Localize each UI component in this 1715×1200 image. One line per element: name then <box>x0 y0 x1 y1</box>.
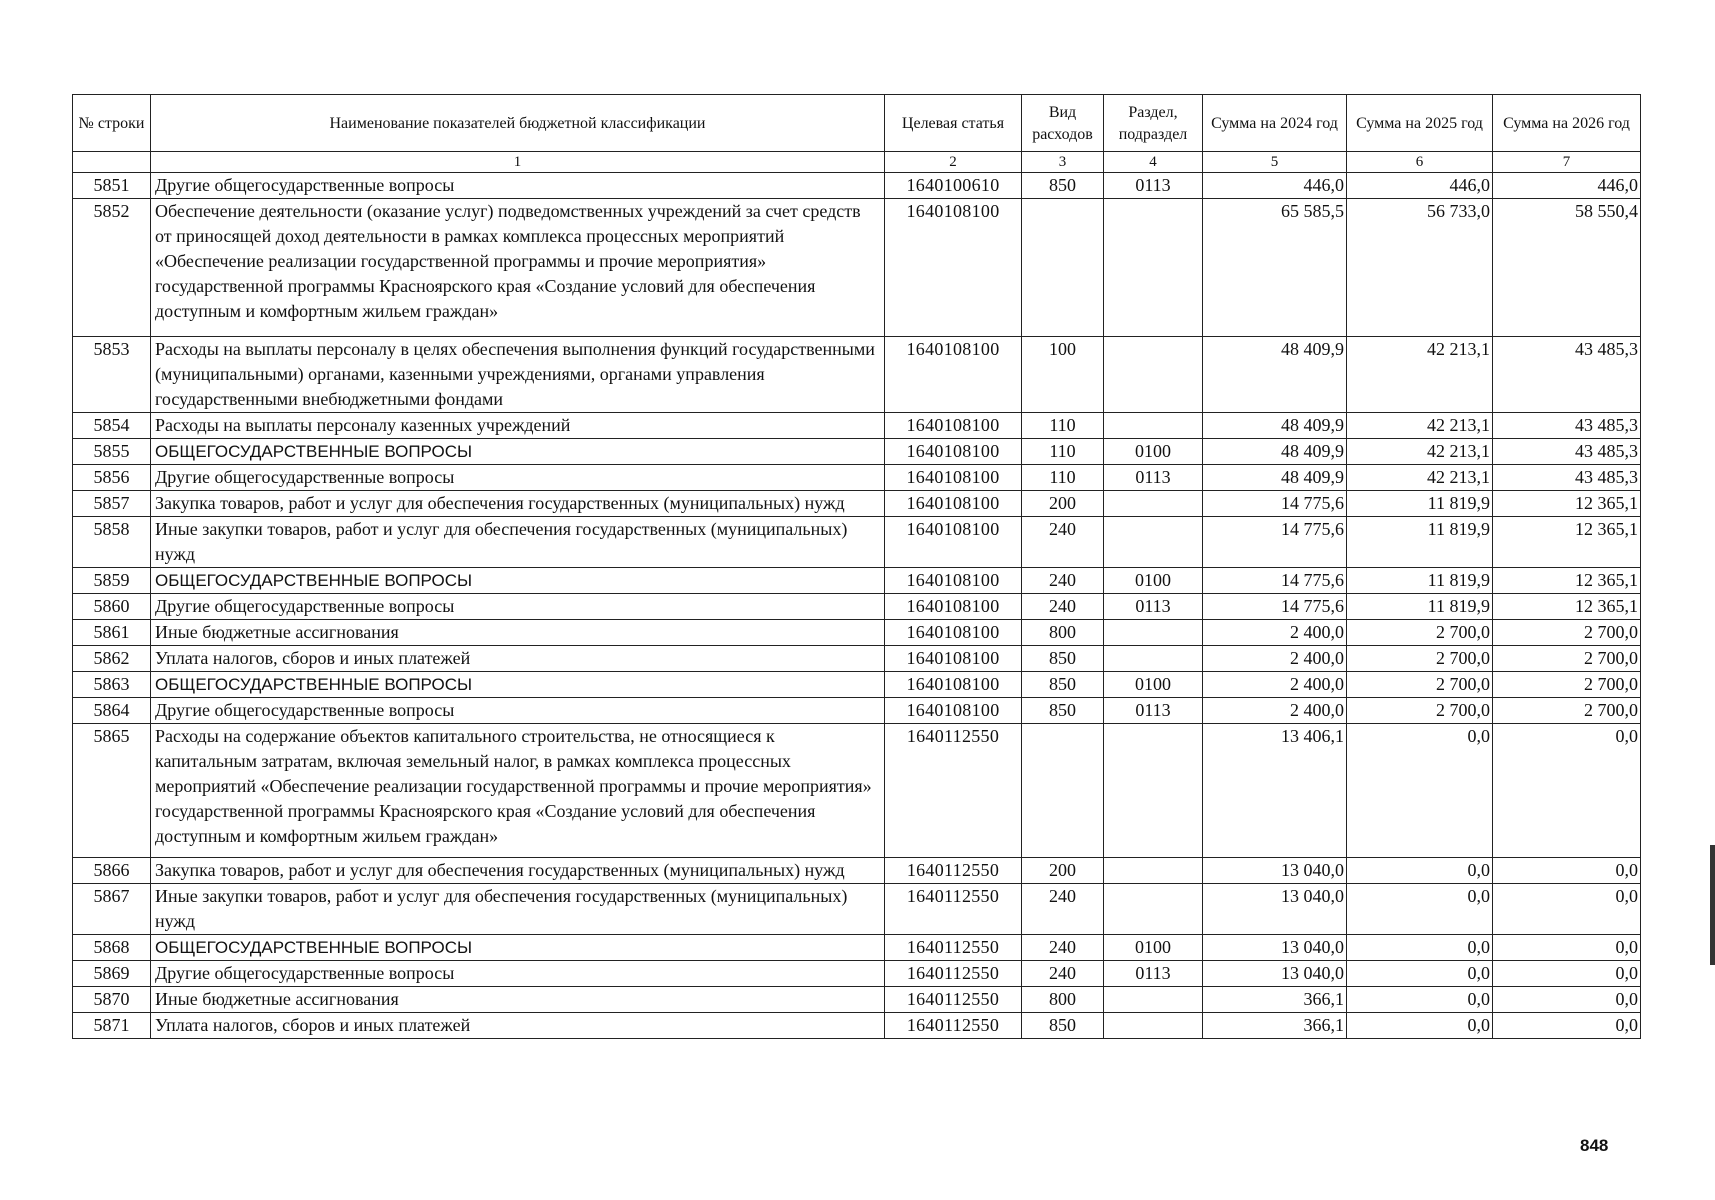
header-row-no: № строки <box>73 95 151 152</box>
row-sum-2026: 0,0 <box>1493 935 1641 961</box>
row-sum-2025: 42 213,1 <box>1347 413 1493 439</box>
row-target-code: 1640108100 <box>885 568 1022 594</box>
row-sum-2025: 11 819,9 <box>1347 594 1493 620</box>
row-razdel <box>1104 858 1203 884</box>
column-number: 4 <box>1104 152 1203 173</box>
row-name: Другие общегосударственные вопросы <box>151 173 885 199</box>
table-row <box>73 337 1641 413</box>
page-number: 848 <box>1580 1136 1609 1155</box>
row-number: 5871 <box>73 1013 151 1039</box>
row-razdel <box>1104 1013 1203 1039</box>
row-sum-2026: 2 700,0 <box>1493 646 1641 672</box>
row-target-code: 1640108100 <box>885 646 1022 672</box>
row-target-code: 1640108100 <box>885 413 1022 439</box>
row-razdel: 0113 <box>1104 465 1203 491</box>
row-sum-2024: 48 409,9 <box>1203 439 1347 465</box>
row-number: 5857 <box>73 491 151 517</box>
row-number: 5859 <box>73 568 151 594</box>
row-sum-2026: 12 365,1 <box>1493 594 1641 620</box>
row-target-code: 1640108100 <box>885 199 1022 337</box>
row-sum-2024: 13 406,1 <box>1203 724 1347 858</box>
row-razdel <box>1104 884 1203 935</box>
row-sum-2026: 12 365,1 <box>1493 568 1641 594</box>
row-sum-2026: 43 485,3 <box>1493 465 1641 491</box>
row-sum-2026: 0,0 <box>1493 1013 1641 1039</box>
row-sum-2024: 14 775,6 <box>1203 594 1347 620</box>
row-sum-2024: 14 775,6 <box>1203 517 1347 568</box>
row-vid: 240 <box>1022 594 1104 620</box>
table-row <box>73 620 1641 646</box>
row-sum-2025: 0,0 <box>1347 935 1493 961</box>
row-number: 5853 <box>73 337 151 413</box>
row-target-code: 1640112550 <box>885 858 1022 884</box>
row-vid: 240 <box>1022 517 1104 568</box>
row-target-code: 1640100610 <box>885 173 1022 199</box>
row-name: Расходы на содержание объектов капитального строительства, не относящиеся к капитальным затратам, включая земельный налог, в рамках комплекса процессных мероприятий «Обеспечение реализации государственной программы и прочие мероприятия» государственной программы Красноярского края «Создание условий для обеспечения доступным и комфортным жильем граждан» <box>151 724 885 858</box>
row-sum-2024: 2 400,0 <box>1203 646 1347 672</box>
row-vid: 850 <box>1022 1013 1104 1039</box>
header-sum-2024: Сумма на 2024 год <box>1203 95 1347 152</box>
row-name: Закупка товаров, работ и услуг для обеспечения государственных (муниципальных) нужд <box>151 491 885 517</box>
row-sum-2025: 0,0 <box>1347 1013 1493 1039</box>
row-name: Уплата налогов, сборов и иных платежей <box>151 1013 885 1039</box>
row-razdel <box>1104 199 1203 337</box>
table-row <box>73 646 1641 672</box>
row-sum-2025: 446,0 <box>1347 173 1493 199</box>
row-sum-2024: 13 040,0 <box>1203 935 1347 961</box>
row-number: 5852 <box>73 199 151 337</box>
row-number: 5856 <box>73 465 151 491</box>
row-target-code: 1640108100 <box>885 698 1022 724</box>
row-sum-2026: 43 485,3 <box>1493 337 1641 413</box>
row-name: Другие общегосударственные вопросы <box>151 465 885 491</box>
row-name: ОБЩЕГОСУДАРСТВЕННЫЕ ВОПРОСЫ <box>151 935 885 961</box>
row-sum-2024: 366,1 <box>1203 1013 1347 1039</box>
header-name: Наименование показателей бюджетной классификации <box>151 95 885 152</box>
table-row <box>73 491 1641 517</box>
row-target-code: 1640108100 <box>885 620 1022 646</box>
budget-table <box>72 94 1641 1039</box>
row-sum-2024: 446,0 <box>1203 173 1347 199</box>
row-sum-2026: 43 485,3 <box>1493 413 1641 439</box>
row-sum-2026: 12 365,1 <box>1493 517 1641 568</box>
row-sum-2025: 0,0 <box>1347 987 1493 1013</box>
row-sum-2026: 2 700,0 <box>1493 698 1641 724</box>
table-row <box>73 517 1641 568</box>
row-sum-2024: 13 040,0 <box>1203 961 1347 987</box>
row-vid: 100 <box>1022 337 1104 413</box>
row-sum-2026: 43 485,3 <box>1493 439 1641 465</box>
row-razdel <box>1104 987 1203 1013</box>
table-row <box>73 413 1641 439</box>
row-vid: 200 <box>1022 858 1104 884</box>
row-sum-2025: 11 819,9 <box>1347 517 1493 568</box>
row-target-code: 1640108100 <box>885 439 1022 465</box>
row-vid: 240 <box>1022 961 1104 987</box>
row-number: 5865 <box>73 724 151 858</box>
row-target-code: 1640108100 <box>885 337 1022 413</box>
row-razdel: 0113 <box>1104 594 1203 620</box>
row-vid: 850 <box>1022 173 1104 199</box>
column-number: 7 <box>1493 152 1641 173</box>
row-sum-2024: 48 409,9 <box>1203 413 1347 439</box>
table-row <box>73 961 1641 987</box>
row-sum-2026: 0,0 <box>1493 724 1641 858</box>
row-number: 5858 <box>73 517 151 568</box>
row-sum-2024: 2 400,0 <box>1203 698 1347 724</box>
header-vid: Вид расходов <box>1022 95 1104 152</box>
row-sum-2024: 48 409,9 <box>1203 465 1347 491</box>
row-vid: 850 <box>1022 672 1104 698</box>
row-name: Иные закупки товаров, работ и услуг для обеспечения государственных (муниципальных) нужд <box>151 517 885 568</box>
row-razdel: 0100 <box>1104 672 1203 698</box>
row-razdel <box>1104 517 1203 568</box>
table-body <box>73 173 1641 1039</box>
table-row <box>73 858 1641 884</box>
row-sum-2026: 0,0 <box>1493 858 1641 884</box>
row-name: Иные закупки товаров, работ и услуг для обеспечения государственных (муниципальных) нужд <box>151 884 885 935</box>
row-number: 5864 <box>73 698 151 724</box>
row-sum-2025: 42 213,1 <box>1347 465 1493 491</box>
table-row <box>73 465 1641 491</box>
column-number-row <box>73 152 1641 173</box>
row-razdel: 0113 <box>1104 698 1203 724</box>
row-vid: 240 <box>1022 884 1104 935</box>
row-vid <box>1022 199 1104 337</box>
row-razdel <box>1104 413 1203 439</box>
row-name: ОБЩЕГОСУДАРСТВЕННЫЕ ВОПРОСЫ <box>151 439 885 465</box>
column-number: 1 <box>151 152 885 173</box>
row-vid: 850 <box>1022 646 1104 672</box>
row-sum-2025: 0,0 <box>1347 858 1493 884</box>
row-target-code: 1640112550 <box>885 961 1022 987</box>
column-number: 2 <box>885 152 1022 173</box>
row-target-code: 1640108100 <box>885 465 1022 491</box>
row-sum-2025: 2 700,0 <box>1347 672 1493 698</box>
row-sum-2026: 446,0 <box>1493 173 1641 199</box>
row-name: Обеспечение деятельности (оказание услуг) подведомственных учреждений за счет средств от приносящей доход деятельности в рамках комплекса процессных мероприятий «Обеспечение реализации государственной программы и прочие мероприятия» государственной программы Красноярского края «Создание условий для обеспечения доступным и комфортным жильем граждан» <box>151 199 885 337</box>
column-number: 6 <box>1347 152 1493 173</box>
row-sum-2025: 2 700,0 <box>1347 646 1493 672</box>
header-sum-2026: Сумма на 2026 год <box>1493 95 1641 152</box>
scan-edge-mark <box>1710 845 1715 965</box>
row-target-code: 1640108100 <box>885 517 1022 568</box>
row-sum-2024: 2 400,0 <box>1203 620 1347 646</box>
row-name: Другие общегосударственные вопросы <box>151 961 885 987</box>
row-razdel <box>1104 620 1203 646</box>
row-name: Расходы на выплаты персоналу казенных учреждений <box>151 413 885 439</box>
row-name: Другие общегосударственные вопросы <box>151 594 885 620</box>
row-vid: 110 <box>1022 439 1104 465</box>
row-sum-2024: 13 040,0 <box>1203 884 1347 935</box>
row-sum-2026: 12 365,1 <box>1493 491 1641 517</box>
row-sum-2024: 13 040,0 <box>1203 858 1347 884</box>
column-number <box>73 152 151 173</box>
table-row <box>73 698 1641 724</box>
row-sum-2025: 11 819,9 <box>1347 568 1493 594</box>
row-number: 5868 <box>73 935 151 961</box>
header-row <box>73 95 1641 152</box>
row-target-code: 1640112550 <box>885 987 1022 1013</box>
table-row <box>73 724 1641 858</box>
table-row <box>73 1013 1641 1039</box>
row-razdel: 0100 <box>1104 935 1203 961</box>
row-vid: 110 <box>1022 465 1104 491</box>
row-name: Иные бюджетные ассигнования <box>151 987 885 1013</box>
row-name: ОБЩЕГОСУДАРСТВЕННЫЕ ВОПРОСЫ <box>151 568 885 594</box>
table-row <box>73 884 1641 935</box>
row-sum-2026: 2 700,0 <box>1493 620 1641 646</box>
header-razdel: Раздел, подраздел <box>1104 95 1203 152</box>
row-sum-2025: 11 819,9 <box>1347 491 1493 517</box>
row-vid: 850 <box>1022 698 1104 724</box>
row-number: 5870 <box>73 987 151 1013</box>
header-target: Целевая статья <box>885 95 1022 152</box>
row-sum-2026: 0,0 <box>1493 987 1641 1013</box>
row-name: Иные бюджетные ассигнования <box>151 620 885 646</box>
row-sum-2024: 48 409,9 <box>1203 337 1347 413</box>
row-razdel: 0113 <box>1104 961 1203 987</box>
row-number: 5862 <box>73 646 151 672</box>
row-sum-2025: 42 213,1 <box>1347 439 1493 465</box>
row-sum-2025: 0,0 <box>1347 724 1493 858</box>
row-sum-2024: 366,1 <box>1203 987 1347 1013</box>
row-target-code: 1640112550 <box>885 884 1022 935</box>
row-vid: 110 <box>1022 413 1104 439</box>
row-sum-2026: 58 550,4 <box>1493 199 1641 337</box>
column-number: 5 <box>1203 152 1347 173</box>
row-sum-2024: 14 775,6 <box>1203 491 1347 517</box>
row-vid: 240 <box>1022 568 1104 594</box>
row-target-code: 1640112550 <box>885 724 1022 858</box>
table-row <box>73 439 1641 465</box>
row-target-code: 1640108100 <box>885 672 1022 698</box>
row-razdel <box>1104 724 1203 858</box>
row-name: Другие общегосударственные вопросы <box>151 698 885 724</box>
row-number: 5863 <box>73 672 151 698</box>
row-razdel <box>1104 337 1203 413</box>
row-sum-2025: 0,0 <box>1347 884 1493 935</box>
row-vid: 800 <box>1022 620 1104 646</box>
row-target-code: 1640112550 <box>885 935 1022 961</box>
row-sum-2026: 0,0 <box>1493 961 1641 987</box>
row-target-code: 1640108100 <box>885 594 1022 620</box>
header-sum-2025: Сумма на 2025 год <box>1347 95 1493 152</box>
row-target-code: 1640112550 <box>885 1013 1022 1039</box>
row-name: ОБЩЕГОСУДАРСТВЕННЫЕ ВОПРОСЫ <box>151 672 885 698</box>
row-target-code: 1640108100 <box>885 491 1022 517</box>
row-number: 5854 <box>73 413 151 439</box>
table-row <box>73 935 1641 961</box>
row-name: Уплата налогов, сборов и иных платежей <box>151 646 885 672</box>
row-sum-2025: 2 700,0 <box>1347 698 1493 724</box>
row-vid: 800 <box>1022 987 1104 1013</box>
row-sum-2025: 0,0 <box>1347 961 1493 987</box>
row-sum-2025: 42 213,1 <box>1347 337 1493 413</box>
table-row <box>73 594 1641 620</box>
row-sum-2026: 2 700,0 <box>1493 672 1641 698</box>
table-row <box>73 199 1641 337</box>
table-row <box>73 672 1641 698</box>
column-number: 3 <box>1022 152 1104 173</box>
row-sum-2024: 2 400,0 <box>1203 672 1347 698</box>
row-vid: 200 <box>1022 491 1104 517</box>
row-number: 5861 <box>73 620 151 646</box>
row-razdel <box>1104 491 1203 517</box>
row-number: 5867 <box>73 884 151 935</box>
row-vid: 240 <box>1022 935 1104 961</box>
row-number: 5869 <box>73 961 151 987</box>
row-name: Расходы на выплаты персоналу в целях обеспечения выполнения функций государственными (муниципальными) органами, казенными учреждениями, органами управления государственными внебюджетными фондами <box>151 337 885 413</box>
row-sum-2024: 65 585,5 <box>1203 199 1347 337</box>
row-sum-2026: 0,0 <box>1493 884 1641 935</box>
row-razdel: 0113 <box>1104 173 1203 199</box>
row-razdel: 0100 <box>1104 568 1203 594</box>
table-row <box>73 987 1641 1013</box>
table-row <box>73 173 1641 199</box>
row-number: 5855 <box>73 439 151 465</box>
row-sum-2025: 2 700,0 <box>1347 620 1493 646</box>
row-number: 5851 <box>73 173 151 199</box>
row-vid <box>1022 724 1104 858</box>
table-row <box>73 568 1641 594</box>
row-number: 5860 <box>73 594 151 620</box>
row-sum-2025: 56 733,0 <box>1347 199 1493 337</box>
row-sum-2024: 14 775,6 <box>1203 568 1347 594</box>
row-number: 5866 <box>73 858 151 884</box>
row-razdel: 0100 <box>1104 439 1203 465</box>
row-name: Закупка товаров, работ и услуг для обеспечения государственных (муниципальных) нужд <box>151 858 885 884</box>
row-razdel <box>1104 646 1203 672</box>
